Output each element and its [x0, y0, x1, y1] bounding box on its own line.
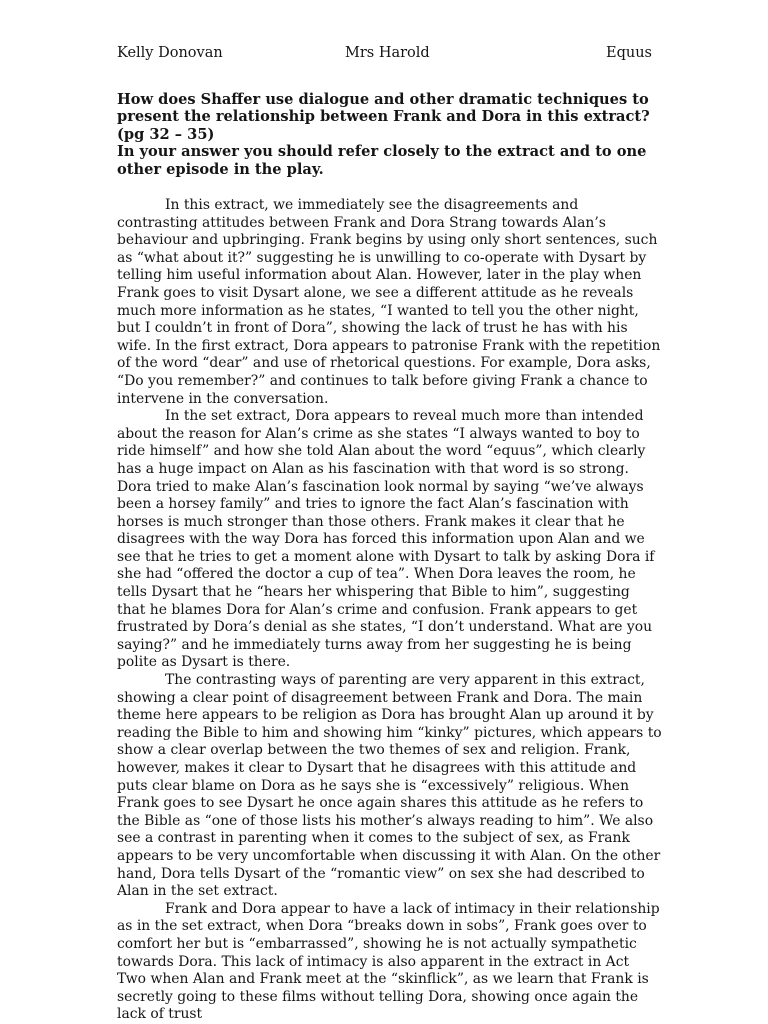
question-instruction: In your answer you should refer closely to the extract and to one other episode in the play.	[117, 143, 647, 178]
page-header	[117, 45, 652, 65]
essay-paragraph: The contrasting ways of parenting are very apparent in this extract, showing a clear point of disagreement between Frank and Dora. The main theme here appears to be religion as Dora has brought Alan up around it by reading the Bible to him and showing him “kinky” pictures, which appears to show a clear overlap between the two themes of sex and religion. Frank, however, makes it clear to Dysart that he disagrees with this attitude and puts clear blame on Dora as he says she is “excessively” religious. When Frank goes to see Dysart he once again shares this attitude as he refers to the Bible as “one of those lists his mother’s always reading to him”. We also see a contrast in parenting when it comes to the subject of sex, as Frank appears to be very uncomfortable when discussing it with Alan. On the other hand, Dora tells Dysart of the “romantic view” on sex she had described to Alan in the set extract.	[117, 672, 662, 900]
essay-paragraph: In this extract, we immediately see the disagreements and contrasting attitudes between Frank and Dora Strang towards Alan’s behaviour and upbringing. Frank begins by using only short sentences, such as “what about it?” suggesting he is unwilling to co-operate with Dysart by telling him useful information about Alan. However, later in the play when Frank goes to visit Dysart alone, we see a different attitude as he reveals much more information as he states, “I wanted to tell you the other night, but I couldn’t in front of Dora”, showing the lack of trust he has with his wife. In the first extract, Dora appears to patronise Frank with the repetition of the word “dear” and use of rhetorical questions. For example, Dora asks, “Do you remember?” and continues to talk before giving Frank a chance to intervene in the conversation.	[117, 197, 661, 407]
essay-paragraph: Frank and Dora appear to have a lack of intimacy in their relationship as in the set extract, when Dora “breaks down in sobs”, Frank goes over to comfort her but is “embarrassed”, showing he is not actually sympathetic towards Dora. This lack of intimacy is also apparent in the extract in Act Two when Alan and Frank meet at the “skinflick”, as we learn that Frank is secretly going to these films without telling Dora, showing once again the lack of trust	[117, 900, 660, 1023]
essay-question	[117, 91, 657, 178]
teacher-name: Mrs Harold	[345, 45, 430, 61]
question-prompt: How does Shaffer use dialogue and other dramatic techniques to present the relationship between Frank and Dora in this extract? (pg 32 – 35)	[117, 91, 650, 143]
play-title: Equus	[606, 45, 652, 61]
essay-body	[117, 197, 662, 1024]
author-name: Kelly Donovan	[117, 45, 223, 61]
essay-paragraph: In the set extract, Dora appears to reveal much more than intended about the reason for Alan’s crime as she states “I always wanted to boy to ride himself” and how she told Alan about the word “equus”, which clearly has a huge impact on Alan as his fascination with that word is so strong. Dora tried to make Alan’s fascination look normal by saying “we’ve always been a horsey family” and tries to ignore the fact Alan’s fascination with horses is much stronger than those others. Frank makes it clear that he disagrees with the way Dora has forced this information upon Alan and we see that he tries to get a moment alone with Dysart to talk by asking Dora if she had “offered the doctor a cup of tea”. When Dora leaves the room, he tells Dysart that he “hears her whispering that Bible to him”, suggesting that he blames Dora for Alan’s crime and confusion. Frank appears to get frustrated by Dora’s denial as she states, “I don’t understand. What are you saying?” and he immediately turns away from her suggesting he is being polite as Dysart is there.	[117, 408, 655, 671]
